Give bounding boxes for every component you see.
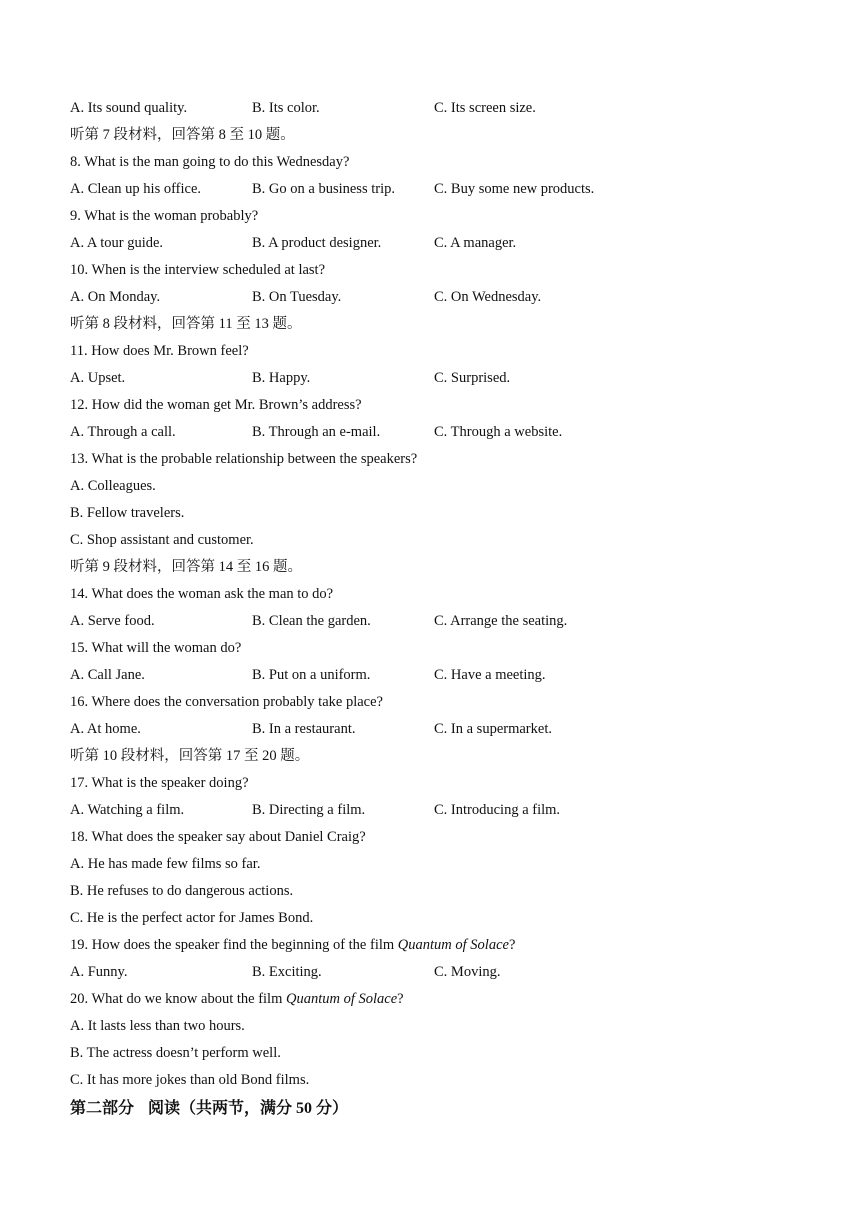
- q17-options: [70, 799, 790, 826]
- q15-option-a: A. Call Jane.: [70, 667, 145, 683]
- q19-stem-end: ?: [508, 937, 516, 953]
- q15-stem: 15. What will the woman do?: [70, 640, 242, 656]
- segment-9-instruction: 听第 9 段材料，回答第 14 至 16 题。: [70, 559, 302, 575]
- q11-options: [70, 367, 790, 394]
- segment-7-instruction: 听第 7 段材料，回答第 8 至 10 题。: [70, 127, 295, 143]
- q20-stem-end: ?: [397, 991, 404, 1007]
- q20-film-title: Quantum of Solace: [286, 991, 398, 1007]
- q9-option-a: A. A tour guide.: [70, 235, 164, 251]
- q8-option-b: B. Go on a business trip.: [252, 181, 395, 197]
- q15-options: [70, 664, 790, 691]
- q10-options: [70, 286, 790, 313]
- q20-stem: [70, 988, 790, 1015]
- q19-stem: [70, 934, 790, 961]
- q9-option-c: C. A manager.: [434, 235, 517, 251]
- q20-option-a: A. It lasts less than two hours.: [70, 1018, 245, 1034]
- q11-option-b: B. Happy.: [252, 370, 311, 386]
- q19-film-title: Quantum of Solace: [397, 937, 509, 953]
- q8-options: [70, 178, 790, 205]
- q17-option-a: A. Watching a film.: [70, 802, 185, 818]
- q12-option-b: B. Through an e-mail.: [252, 424, 381, 440]
- q17-option-b: B. Directing a film.: [252, 802, 366, 818]
- q13-option-c: C. Shop assistant and customer.: [70, 532, 254, 548]
- q20-stem-text: 20. What do we know about the film: [70, 991, 286, 1007]
- q16-option-a: A. At home.: [70, 721, 141, 737]
- q14-options: [70, 610, 790, 637]
- q20-option-b: B. The actress doesn’t perform well.: [70, 1045, 281, 1061]
- q7-option-b: B. Its color.: [252, 100, 320, 116]
- q12-option-a: A. Through a call.: [70, 424, 176, 440]
- part-two-label: 第二部分: [70, 1100, 135, 1117]
- q18-option-a: A. He has made few films so far.: [70, 856, 261, 872]
- q7-option-a: A. Its sound quality.: [70, 100, 188, 116]
- q7-option-c: C. Its screen size.: [434, 100, 536, 116]
- q17-option-c: C. Introducing a film.: [434, 802, 561, 818]
- q19-option-c: C. Moving.: [434, 964, 501, 980]
- q14-option-b: B. Clean the garden.: [252, 613, 371, 629]
- q18-option-b: B. He refuses to do dangerous actions.: [70, 883, 294, 899]
- q12-options: [70, 421, 790, 448]
- q11-option-a: A. Upset.: [70, 370, 126, 386]
- q14-option-a: A. Serve food.: [70, 613, 155, 629]
- q10-option-a: A. On Monday.: [70, 289, 161, 305]
- q10-stem: 10. When is the interview scheduled at last?: [70, 262, 326, 278]
- q12-option-c: C. Through a website.: [434, 424, 563, 440]
- q7-options: [70, 97, 790, 124]
- segment-8-instruction: 听第 8 段材料，回答第 11 至 13 题。: [70, 316, 302, 332]
- q9-option-b: B. A product designer.: [252, 235, 382, 251]
- q14-option-c: C. Arrange the seating.: [434, 613, 568, 629]
- q15-option-b: B. Put on a uniform.: [252, 667, 371, 683]
- q11-stem: 11. How does Mr. Brown feel?: [70, 343, 249, 359]
- q12-stem: 12. How did the woman get Mr. Brown’s address?: [70, 397, 362, 413]
- q19-options: [70, 961, 790, 988]
- q16-options: [70, 718, 790, 745]
- q20-option-c: C. It has more jokes than old Bond films.: [70, 1072, 310, 1088]
- q13-option-a: A. Colleagues.: [70, 478, 156, 494]
- q15-option-c: C. Have a meeting.: [434, 667, 546, 683]
- q16-stem: 16. Where does the conversation probably take place?: [70, 694, 383, 710]
- q8-stem: 8. What is the man going to do this Wednesday?: [70, 154, 350, 170]
- q10-option-c: C. On Wednesday.: [434, 289, 542, 305]
- q19-option-a: A. Funny.: [70, 964, 128, 980]
- segment-10-instruction: 听第 10 段材料，回答第 17 至 20 题。: [70, 748, 310, 764]
- q9-stem: 9. What is the woman probably?: [70, 208, 259, 224]
- q8-option-c: C. Buy some new products.: [434, 181, 595, 197]
- q16-option-c: C. In a supermarket.: [434, 721, 552, 737]
- q13-stem: 13. What is the probable relationship between the speakers?: [70, 451, 418, 467]
- q18-stem: 18. What does the speaker say about Daniel Craig?: [70, 829, 366, 845]
- q9-options: [70, 232, 790, 259]
- q10-option-b: B. On Tuesday.: [252, 289, 342, 305]
- q11-option-c: C. Surprised.: [434, 370, 511, 386]
- q19-option-b: B. Exciting.: [252, 964, 322, 980]
- q14-stem: 14. What does the woman ask the man to do?: [70, 586, 334, 602]
- q17-stem: 17. What is the speaker doing?: [70, 775, 249, 791]
- part-two-title: 阅读（共两节，满分 50 分）: [148, 1100, 349, 1117]
- q18-option-c: C. He is the perfect actor for James Bond.: [70, 910, 314, 926]
- q8-option-a: A. Clean up his office.: [70, 181, 202, 197]
- q19-stem-text: 19. How does the speaker find the beginning of the film: [70, 937, 398, 953]
- q13-option-b: B. Fellow travelers.: [70, 505, 185, 521]
- exam-page: [70, 97, 790, 1127]
- q16-option-b: B. In a restaurant.: [252, 721, 356, 737]
- part-two-heading: [70, 1097, 790, 1127]
